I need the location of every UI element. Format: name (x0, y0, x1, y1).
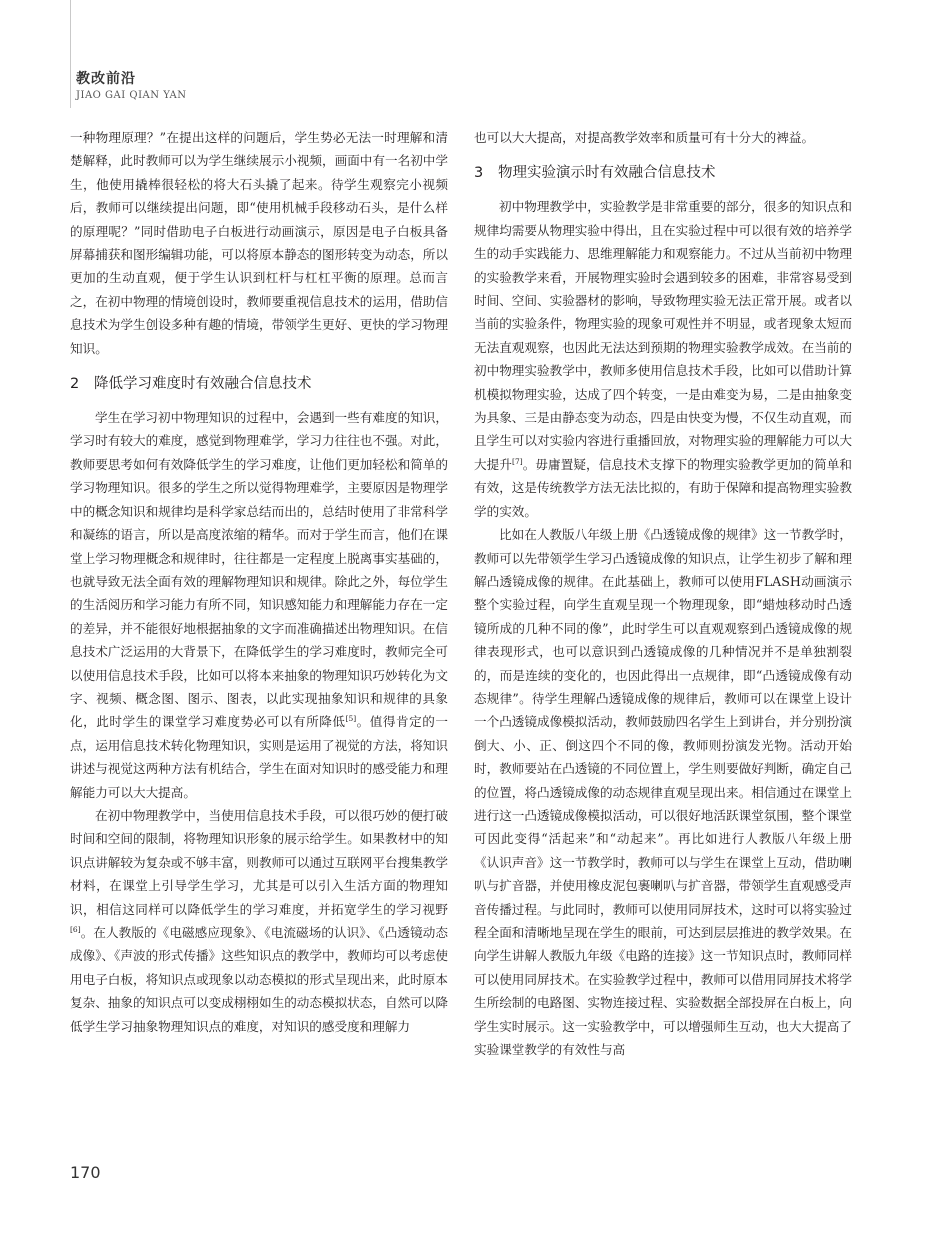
citation: [5] (345, 714, 357, 724)
section-number: 2 (70, 376, 80, 393)
paragraph: 比如在人教版八年级上册《凸透镜成像的规律》这一节教学时，教师可以先带领学生学习凸透镜成像的知识点，让学生初步了解和理解凸透镜成像的规律。在此基础上，教师可以使用FLASH动画演示整个实验过程，向学生直观呈现一个物理现象，即“蜡烛移动时凸透镜所成的几种不同的像”，此时学生可以直观观察到凸透镜成像的规律表现形式，也可以意识到凸透镜成像的几种情况并不是单独割裂的，而是连续的变化的，也因此得出一点规律，即“凸透镜成像有动态规律”。待学生理解凸透镜成像的规律后，教师可以在课堂上设计一个凸透镜成像模拟活动，教师鼓励四名学生上到讲台，并分别扮演倒大、小、正、倒这四个不同的像，教师则扮演发光物。活动开始时，教师要站在凸透镜的不同位置上，学生则要做好判断，确定自己的位置，将凸透镜成像的动态规律直观呈现出来。相信通过在课堂上进行这一凸透镜成像模拟活动，可以很好地活跃课堂氛围，整个课堂可因此变得“活起来”和“动起来”。再比如进行人教版八年级上册《认识声音》这一节教学时，教师可以与学生在课堂上互动，借助喇叭与扩音器，并使用橡皮泥包裹喇叭与扩音器，带领学生直观感受声音传播过程。与此同时，教师可以使用同屏技术，这时可以将实验过程全面和清晰地呈现在学生的眼前，可达到层层推进的教学效果。在向学生讲解人教版九年级《电路的连接》这一节知识点时，教师同样可以使用同屏技术。在实验教学过程中，教师可以借用同屏技术将学生所绘制的电路图、实物连接过程、实验数据全部投屏在白板上，向学生实时展示。这一实验教学中，可以增强师生互动，也大大提高了实验课堂教学的有效性与高 (474, 527, 852, 1058)
section-2-heading (70, 374, 448, 394)
paragraph (70, 804, 448, 1038)
column-title: 教改前沿 (76, 71, 136, 87)
column-title-pinyin: JIAO GAI QIAN YAN (76, 90, 187, 101)
paragraph (474, 195, 852, 523)
paragraph-text: 学生在学习初中物理知识的过程中，会遇到一些有难度的知识，学习时有较大的难度，感觉到物理难学，学习力往往也不强。对此，教师要思考如何有效降低学生的学习难度，让他们更加轻松和简单的学习物理知识。很多的学生之所以觉得物理难学，主要原因是物理学中的概念知识和规律均是科学家总结而出的，总结时使用了非常科学和凝练的语言，所以是高度浓缩的精华。而对于学生而言，他们在课堂上学习物理概念和规律时，往往都是一定程度上脱离事实基础的，也就导致无法全面有效的理解物理知识和规律。除此之外，每位学生的生活阅历和学习能力有所不同，知识感知能力和理解能力存在一定的差异，并不能很好地根据抽象的文字而准确描述出物理知识。在信息技术广泛运用的大背景下，在降低学生的学习难度时，教师完全可以使用信息技术手段，比如可以将本来抽象的物理知识巧妙转化为文字、视频、概念图、图示、图表，以此实现抽象知识和规律的具象化，此时学生的课堂学习难度势必可以有所降低 (70, 410, 448, 730)
paragraph-text: 。在人教版的《电磁感应现象》、《电流磁场的认识》、《凸透镜动态成像》、《声波的形式传播》这些知识点的教学中，教师均可以考虑使用电子白板，将知识点或现象以动态模拟的形式呈现出来，此时原本复杂、抽象的知识点可以变成栩栩如生的动态模拟状态，自然可以降低学生学习抽象物理知识点的难度，对知识的感受度和理解力 (70, 925, 448, 1034)
right-column (474, 126, 852, 1061)
paragraph-text: 在初中物理教学中，当使用信息技术手段，可以很巧妙的便打破时间和空间的限制，将物理知识形象的展示给学生。如果教材中的知识点讲解较为复杂或不够丰富，则教师可以通过互联网平台搜集教学材料，在课堂上引导学生学习，尤其是可以引入生活方面的物理知识，相信这同样可以降低学生的学习难度，并拓宽学生的学习视野 (70, 807, 448, 917)
paragraph (70, 406, 448, 804)
paragraph-continued: 也可以大大提高，对提高教学效率和质量可有十分大的裨益。 (474, 130, 815, 145)
page-number: 170 (70, 1163, 101, 1182)
header-rule (70, 0, 71, 108)
citation: [6] (70, 924, 81, 934)
citation: [7] (512, 456, 523, 466)
section-title: 降低学习难度时有效融合信息技术 (94, 376, 312, 393)
section-title: 物理实验演示时有效融合信息技术 (498, 165, 716, 182)
paragraph-text: 。毋庸置疑，信息技术支撑下的物理实验教学更加的简单和有效，这是传统教学方法无法比拟的，有助于保障和提高物理实验教学的实效。 (474, 456, 853, 519)
paragraph-intro: 一种物理原理？”在提出这样的问题后，学生势必无法一时理解和清楚解释，此时教师可以为学生继续展示小视频，画面中有一名初中学生，他使用撬棒很轻松的将大石头撬了起来。待学生观察完小视频后，教师可以继续提出问题，即“使用机械手段移动石头，是什么样的原理呢？”同时借助电子白板进行动画演示，原因是电子白板具备屏幕捕获和图形编辑功能，可以将原本静态的图形转变为动态，所以更加的生动直观，便于学生认识到杠杆与杠杠平衡的原理。总而言之，在初中物理的情境创设时，教师要重视信息技术的运用，借助信息技术为学生创设多种有趣的情境，带领学生更好、更快的学习物理知识。 (70, 130, 448, 356)
left-column (70, 126, 448, 1038)
paragraph-text: 初中物理教学中，实验教学是非常重要的部分，很多的知识点和规律均需要从物理实验中得出，且在实验过程中可以很有效的培养学生的动手实践能力、思维理解能力和观察能力。不过从当前初中物理的实验教学来看，开展物理实验时会遇到较多的困难，非常容易受到时间、空间、实验器材的影响，导致物理实验无法正常开展。或者以当前的实验条件，物理实验的现象可观性并不明显，或者现象太短而无法直观观察，也因此无法达到预期的物理实验教学成效。在当前的初中物理实验教学中，教师多使用信息技术手段，比如可以借助计算机模拟物理实验，达成了四个转变，一是由难变为易，二是由抽象变为具象、三是由静态变为动态，四是由快变为慢，不仅生动直观，而且学生可以对实验内容进行重播回放，对物理实验的理解能力可以大大提升 (474, 199, 852, 472)
section-3-heading (474, 163, 852, 183)
section-number: 3 (474, 165, 484, 182)
paragraph-text: 。值得肯定的一点，运用信息技术转化物理知识，实则是运用了视觉的方法，将知识讲述与视觉这两种方法有机结合，学生在面对知识时的感受能力和理解能力可以大大提高。 (70, 714, 449, 800)
